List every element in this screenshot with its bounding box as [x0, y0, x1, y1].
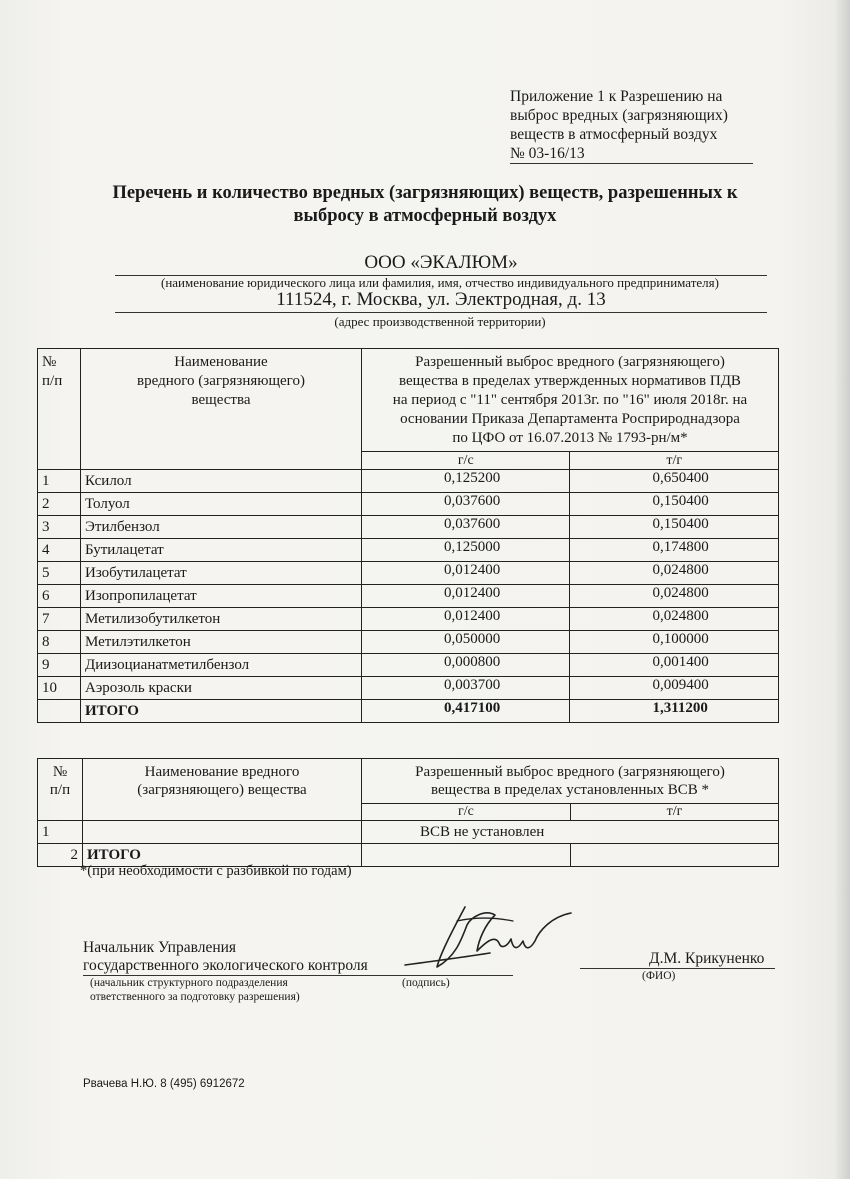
vsv-col-header-name-line-2: (загрязняющего) вещества: [137, 782, 307, 798]
row-tg: 0,024800: [570, 562, 779, 585]
vsv-total-gs: [362, 844, 571, 867]
vsv-col-header-name-line-1: Наименование вредного: [144, 764, 300, 780]
vsv-total-no: 2: [38, 844, 83, 867]
table-row: [38, 631, 779, 654]
row-gs: 0,125200: [362, 470, 570, 493]
table-row: [38, 516, 779, 539]
col-header-name-line-2: вредного (загрязняющего): [137, 373, 305, 389]
row-tg: 0,009400: [570, 677, 779, 700]
signer-position-line-2: государственного экологического контроля: [83, 957, 368, 974]
organization-address-caption: (адрес производственной территории): [334, 314, 546, 329]
vsv-row-no: 1: [38, 821, 83, 844]
col-header-allowed-line-5: по ЦФО от 16.07.2013 № 1793-рн/м*: [452, 430, 688, 446]
vsv-total-label: ИТОГО: [83, 844, 362, 867]
row-tg: 0,001400: [570, 654, 779, 677]
row-no: 4: [38, 539, 81, 562]
row-tg: 0,150400: [570, 516, 779, 539]
row-no: 6: [38, 585, 81, 608]
table-row: [38, 562, 779, 585]
row-no: 2: [38, 493, 81, 516]
signature-caption: (подпись): [402, 977, 450, 989]
row-gs: 0,012400: [362, 608, 570, 631]
row-substance: Метилизобутилкетон: [81, 608, 362, 631]
col-header-no-text: № п/п: [42, 354, 63, 389]
row-tg: 0,650400: [570, 470, 779, 493]
row-substance: Аэрозоль краски: [81, 677, 362, 700]
total-gs: 0,417100: [362, 700, 570, 723]
vsv-col-header-no-line-2: п/п: [49, 782, 71, 798]
row-no: 8: [38, 631, 81, 654]
signer-name-caption: (ФИО): [642, 970, 676, 982]
table-row: [38, 821, 779, 844]
col-header-name-line-3: вещества: [191, 392, 251, 408]
table-row: [38, 585, 779, 608]
footnote: *(при необходимости с разбивкой по годам): [80, 863, 352, 879]
appendix-line-2: выброс вредных (загрязняющих): [510, 107, 728, 124]
row-gs: 0,037600: [362, 516, 570, 539]
appendix-line-1: Приложение 1 к Разрешению на: [510, 88, 723, 105]
total-no: [38, 700, 81, 723]
signer-name: Д.М. Крикуненко: [649, 950, 765, 967]
vsv-col-header-gs: г/с: [362, 804, 571, 821]
col-header-allowed-line-2: вещества в пределах утвержденных нормативов ПДВ: [399, 373, 741, 389]
executor-contact: Рвачева Н.Ю. 8 (495) 6912672: [83, 1078, 245, 1090]
table-row: [38, 470, 779, 493]
vsv-col-header-allowed: [362, 759, 779, 804]
col-header-gs: г/с: [362, 452, 570, 470]
vsv-table: [37, 758, 779, 867]
vsv-row-substance: [83, 821, 362, 844]
vsv-col-header-no: [38, 759, 83, 821]
row-gs: 0,003700: [362, 677, 570, 700]
vsv-col-header-no-line-1: №: [52, 764, 68, 780]
row-substance: Изобутилацетат: [81, 562, 362, 585]
row-gs: 0,050000: [362, 631, 570, 654]
row-substance: Диизоцианатметилбензол: [81, 654, 362, 677]
row-gs: 0,037600: [362, 493, 570, 516]
row-gs: 0,012400: [362, 562, 570, 585]
total-label: ИТОГО: [81, 700, 362, 723]
row-no: 5: [38, 562, 81, 585]
appendix-number: № 03-16/13: [510, 144, 753, 164]
col-header-name: [81, 349, 362, 470]
document-title: [60, 182, 790, 228]
handwritten-signature: [395, 895, 580, 975]
table-row: [38, 677, 779, 700]
table-row: [38, 539, 779, 562]
vsv-col-header-allowed-line-2: вещества в пределах установленных ВСВ *: [431, 782, 709, 798]
row-substance: Изопропилацетат: [81, 585, 362, 608]
col-header-allowed-line-3: на период с "11" сентября 2013г. по "16" июля 2018г. на: [392, 392, 748, 408]
row-tg: 0,100000: [570, 631, 779, 654]
table-row: [38, 654, 779, 677]
row-no: 7: [38, 608, 81, 631]
row-gs: 0,012400: [362, 585, 570, 608]
row-substance: Этилбензол: [81, 516, 362, 539]
table-total-row: [38, 700, 779, 723]
organization-name-caption: (наименование юридического лица или фамилия, имя, отчество индивидуального предпринимателя): [161, 275, 719, 290]
signature-line: [83, 975, 513, 976]
page-edge-shadow: [836, 0, 850, 1179]
col-header-allowed-line-1: Разрешенный выброс вредного (загрязняющего): [415, 354, 725, 370]
row-tg: 0,024800: [570, 585, 779, 608]
row-gs: 0,125000: [362, 539, 570, 562]
row-tg: 0,150400: [570, 493, 779, 516]
total-tg: 1,311200: [570, 700, 779, 723]
table-row: [38, 608, 779, 631]
row-substance: Метилэтилкетон: [81, 631, 362, 654]
col-header-tg: т/г: [570, 452, 779, 470]
table-row: [38, 493, 779, 516]
row-tg: 0,024800: [570, 608, 779, 631]
row-no: 1: [38, 470, 81, 493]
signer-name-line: [580, 968, 775, 969]
col-header-allowed: [362, 349, 779, 452]
organization-name: ООО «ЭКАЛЮМ»: [115, 252, 767, 276]
row-substance: Бутилацетат: [81, 539, 362, 562]
row-substance: Ксилол: [81, 470, 362, 493]
appendix-line-3: веществ в атмосферный воздух: [510, 126, 718, 143]
signer-position-caption-2: ответственного за подготовку разрешения): [90, 991, 300, 1003]
col-header-allowed-line-4: основании Приказа Департамента Росприроднадзора: [400, 411, 740, 427]
row-tg: 0,174800: [570, 539, 779, 562]
row-no: 3: [38, 516, 81, 539]
vsv-row-value: ВСВ не установлен: [362, 821, 779, 844]
title-line-1: Перечень и количество вредных (загрязняющих) веществ, разрешенных к: [112, 183, 738, 203]
row-gs: 0,000800: [362, 654, 570, 677]
row-no: 10: [38, 677, 81, 700]
row-substance: Толуол: [81, 493, 362, 516]
title-line-2: выбросу в атмосферный воздух: [293, 206, 557, 226]
signer-position-line-1: Начальник Управления: [83, 939, 237, 956]
organization-address: 111524, г. Москва, ул. Электродная, д. 13: [115, 289, 767, 313]
vsv-col-header-name: [83, 759, 362, 821]
vsv-total-tg: [570, 844, 778, 867]
vsv-col-header-allowed-line-1: Разрешенный выброс вредного (загрязняющего): [415, 764, 725, 780]
appendix-block: [510, 87, 753, 164]
row-no: 9: [38, 654, 81, 677]
col-header-no: [38, 349, 81, 470]
vsv-col-header-tg: т/г: [570, 804, 778, 821]
pollutants-table: [37, 348, 779, 723]
signer-position-caption-1: (начальник структурного подразделения: [90, 977, 288, 989]
col-header-name-line-1: Наименование: [174, 354, 268, 370]
